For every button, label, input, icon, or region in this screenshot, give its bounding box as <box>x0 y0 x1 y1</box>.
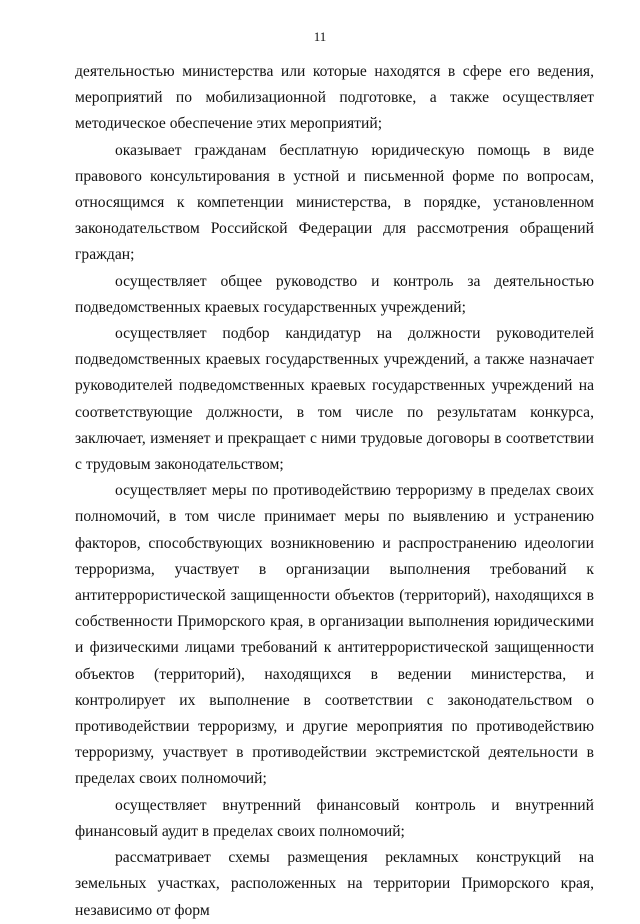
paragraph-general-management: осуществляет общее руководство и контроль за деятельностью подведомственных краевых государственных учреждений; <box>75 272 594 316</box>
paragraph-financial-control: осуществляет внутренний финансовый контроль и внутренний финансовый аудит в пределах своих полномочий; <box>75 796 594 840</box>
paragraph-legal-assistance: оказывает гражданам бесплатную юридическую помощь в виде правового консультирования в устной и письменной форме по вопросам, относящимся к компетенции министерства, в порядке, установленном законодательством Российской Федерации для рассмотрения обращений граждан; <box>75 141 594 264</box>
paragraph-heads-selection: осуществляет подбор кандидатур на должности руководителей подведомственных краевых государственных учреждений, а также назначает руководителей подведомственных краевых государственных учреждений на соответствующие должности, в том числе по результатам конкурса, заключает, изменяет и прекращает с ними трудовые договоры в соответствии с трудовым законодательством; <box>75 325 594 474</box>
paragraph-continuation: деятельностью министерства или которые находятся в сфере его ведения, мероприятий по мобилизационной подготовке, а также осуществляет методическое обеспечение этих мероприятий; <box>75 63 594 133</box>
document-body <box>75 59 594 924</box>
paragraph-counter-terrorism: осуществляет меры по противодействию терроризму в пределах своих полномочий, в том числе принимает меры по выявлению и устранению факторов, способствующих возникновению и распространению идеологии терроризма, участвует в организации выполнения требований к антитеррористической защищенности объектов (территорий), находящихся в собственности Приморского края, в организации выполнения юридическими и физическими лицами требований к антитеррористической защищенности объектов (территорий), находящихся в ведении министерства, и контролирует их выполнение в соответствии с законодательством о противодействии терроризму, и другие мероприятия по противодействию терроризму, участвует в противодействии экстремистской деятельности в пределах своих полномочий; <box>75 482 594 788</box>
paragraph-advertising-schemes: рассматривает схемы размещения рекламных конструкций на земельных участках, расположенных на территории Приморского края, независимо от форм <box>75 849 594 919</box>
page-number: 11 <box>313 29 327 44</box>
